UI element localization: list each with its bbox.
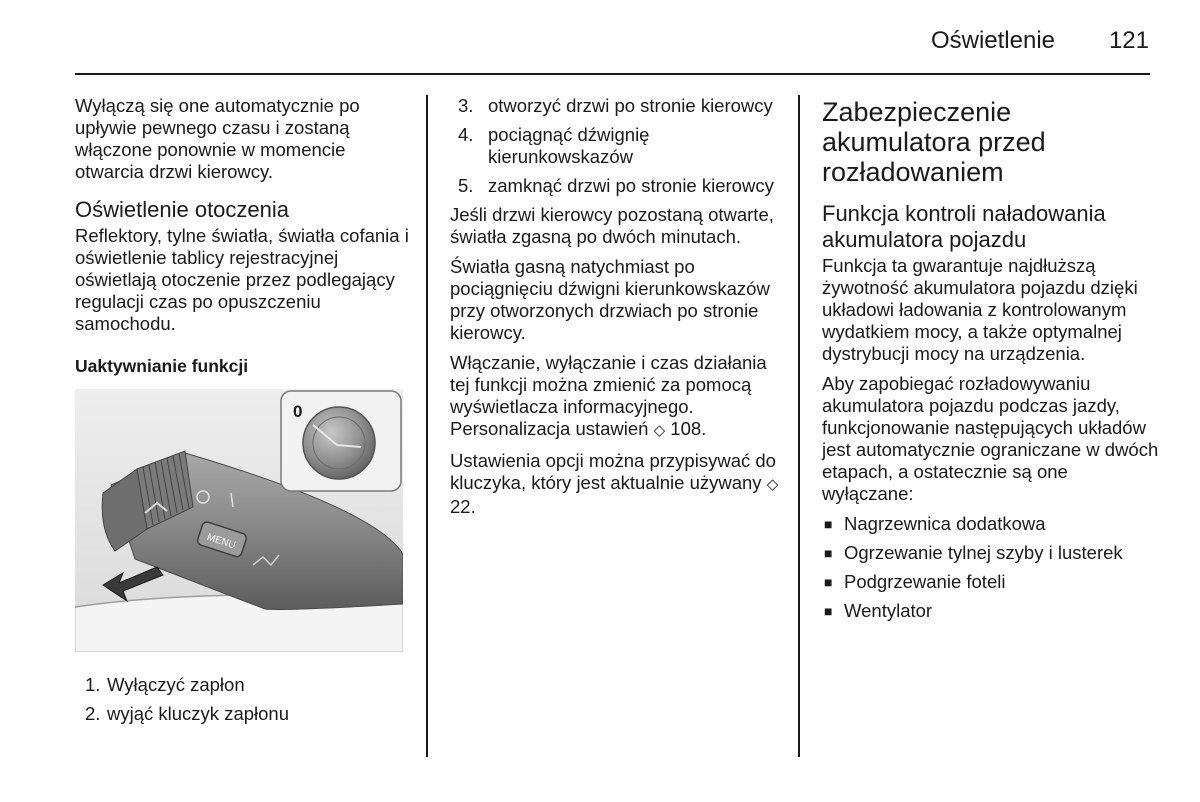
list-item: ■ Wentylator (824, 600, 933, 621)
page-number: 121 (1108, 27, 1149, 54)
turn-signal-lever-figure (75, 389, 403, 652)
list-item: 5. zamknąć drzwi po stronie kierowcy (458, 175, 774, 196)
list-item: 3. otworzyć drzwi po stronie kierowcy (458, 95, 773, 116)
paragraph-personalization: Włączanie, wyłączanie i czas działania tej funkcji można zmienić za pomocą wyświetlacza informacyjnego. Personalizacja ustawień ◇ 108. (450, 352, 767, 439)
paragraph-lights-off: Światła gasną natychmiast po pociągnięciu dźwigni kierunkowskazów przy otworzonych drzwiach po stronie kierowcy. (450, 256, 770, 343)
page-ref-link[interactable]: 108. (670, 418, 707, 439)
column-3 (822, 95, 1162, 629)
paragraph-key-assignment: Ustawienia opcji można przypisywać do kluczyka, który jest aktualnie używany ◇ 22. (450, 450, 779, 517)
paragraph-doors-open: Jeśli drzwi kierowcy pozostaną otwarte, światła zgasną po dwóch minutach. (450, 204, 774, 247)
battery-protection-title: Zabezpieczenie akumulatora przed rozładowaniem (822, 97, 1046, 187)
section-text: Reflektory, tylne światła, światła cofania i oświetlenie tablicy rejestracyjnej oświetlają otoczenie przez podlegający regulacji czas po opuszczeniu samochodu. (75, 225, 409, 334)
list-item: ■ Podgrzewanie foteli (824, 571, 1006, 592)
steps-list-2 (450, 95, 785, 197)
list-item: 4. pociągnąć dźwignię kierunkowskazów (458, 124, 650, 167)
bullet-list (822, 513, 1162, 622)
list-item: 1. Wyłączyć zapłon (85, 674, 245, 695)
header-rule (75, 73, 1150, 75)
section-title-ambient-lighting: Oświetlenie otoczenia (75, 197, 290, 222)
steps-list-1 (75, 674, 410, 725)
list-item: ■ Ogrzewanie tylnej szyby i lusterek (824, 542, 1123, 563)
column-2 (450, 95, 785, 526)
column-1 (75, 95, 410, 732)
paragraph-load-shedding: Aby zapobiegać rozładowywaniu akumulatora pojazdu podczas jazdy, funkcjonowanie następujących układów jest automatycznie ograniczane w dwóch etapach, a ostatecznie są one wyłączane: (822, 373, 1159, 504)
bullet-icon: ■ (824, 545, 833, 561)
page-ref-icon: ◇ (766, 476, 779, 493)
bullet-icon: ■ (824, 603, 833, 619)
inset-ignition-key (281, 391, 401, 491)
activation-heading: Uaktywnianie funkcji (75, 356, 249, 376)
header-title: Oświetlenie (930, 27, 1055, 54)
paragraph-battery-life: Funkcja ta gwarantuje najdłuższą żywotność akumulatora pojazdu dzięki układowi ładowania z kontrolowanym wydatkiem mocy, a także optymalnej dystrybucji mocy na urządzenia. (822, 255, 1138, 364)
intro-paragraph: Wyłączą się one automatycznie po upływie pewnego czasu i zostaną włączone ponownie w momencie otwarcia drzwi kierowcy. (75, 95, 360, 182)
page-ref-link[interactable]: 22. (450, 496, 476, 517)
list-item: 2. wyjąć kluczyk zapłonu (85, 703, 289, 724)
menu-button-label: MENU (205, 531, 237, 552)
list-item: ■ Nagrzewnica dodatkowa (824, 513, 1046, 534)
battery-control-subtitle: Funkcja kontroli naładowania akumulatora pojazdu (822, 201, 1106, 252)
column-divider-1 (426, 95, 428, 757)
bullet-icon: ■ (824, 574, 833, 590)
column-divider-2 (798, 95, 800, 757)
bullet-icon: ■ (824, 516, 833, 532)
page-ref-icon: ◇ (653, 422, 666, 439)
lever-illustration (75, 389, 403, 652)
inset-label: 0 (293, 402, 303, 421)
